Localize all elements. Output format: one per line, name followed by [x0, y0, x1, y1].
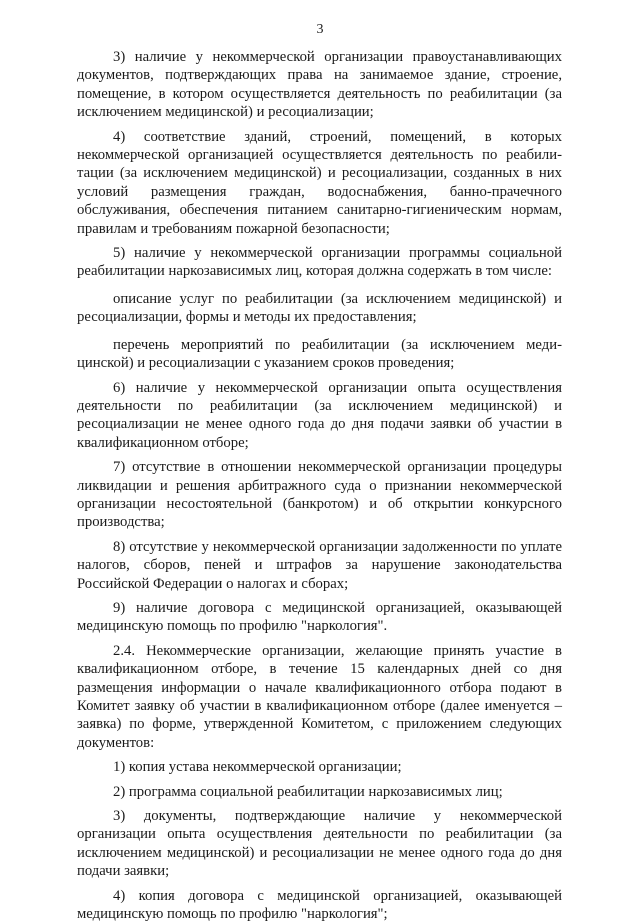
paragraph-doc-2: 2) программа социальной реабилитации наркозависимых лиц; — [113, 783, 503, 800]
paragraph-doc-1: 1) копия устава некоммерческой организации; — [113, 759, 402, 776]
paragraph-item-3: 3) наличие у некоммерческой организации правоустанавливающих документов, подтверждающих права на занимаемое здание, строение, помещение, в котором осуществляется деятельность по реабилитации (за исключением медицинской) и ресоциализации; — [77, 49, 562, 121]
paragraph-item-7: 7) отсутствие в отношении некоммерческой организации процедуры ликвидации и решения арбитражного суда о признании некоммерческой организации несостоятельной (банкротом) и об открытии конкурсного производства; — [77, 459, 562, 531]
paragraph-doc-4: 4) копия договора с медицинской организацией, оказывающей медицинскую помощь по профилю "наркология"; — [77, 887, 562, 923]
paragraph-item-5: 5) наличие у некоммерческой организации программы социальной реабилитации наркозависимых лиц, которая должна содержать в том числе: — [77, 245, 562, 280]
paragraph-item-9: 9) наличие договора с медицинской организацией, оказывающей медицинскую помощь по профилю "наркология". — [77, 599, 562, 635]
paragraph-item-4: 4) соответствие зданий, строений, помещений, в которых некоммерческой организацией осуществляется деятельность по реабилитации (за исключением медицинской) и ресоциализации, созданных в них условий размещения граждан, водоснабжения, банно-прачечного обслуживания, обеспечения питанием санитарно-гигиеническим нормам, правилам и требованиям пожарной безопасности; — [77, 128, 562, 237]
paragraph-doc-3: 3) документы, подтверждающие наличие у некоммерческой организации опыта осуществления деятельности по реабилитации (за исключением медицинской) и ресоциализации не менее одного года до дня подачи заявки; — [77, 808, 562, 880]
paragraph-services-description: описание услуг по реабилитации (за исключением медицинской) и ресоциализации, формы и методы их предоставления; — [77, 290, 562, 326]
document-body — [77, 48, 562, 923]
page-number: 3 — [316, 22, 324, 37]
paragraph-item-8: 8) отсутствие у некоммерческой организации задолженности по уплате налогов, сборов, пеней и штрафов за нарушение законодательства Российской Федерации о налогах и сборах; — [77, 538, 562, 592]
paragraph-measures-list: перечень мероприятий по реабилитации (за исключением медицинской) и ресоциализации с указанием сроков проведения; — [77, 336, 562, 372]
paragraph-item-6: 6) наличие у некоммерческой организации опыта осуществления деятельности по реабилитации (за исключением медицинской) и ресоциализации не менее одного года до дня подачи заявки об участии в квалификационном отборе; — [77, 379, 562, 451]
paragraph-section-2-4: 2.4. Некоммерческие организации, желающие принять участие в квалификационном отборе, в течение 15 календарных дней со дня размещения информации о начале квалификационного отбора подают в Комитет заявку об участии в квалификационном отборе (далее именуется – заявка) по форме, утвержденной Комитетом, с приложением следующих документов: — [77, 642, 562, 751]
